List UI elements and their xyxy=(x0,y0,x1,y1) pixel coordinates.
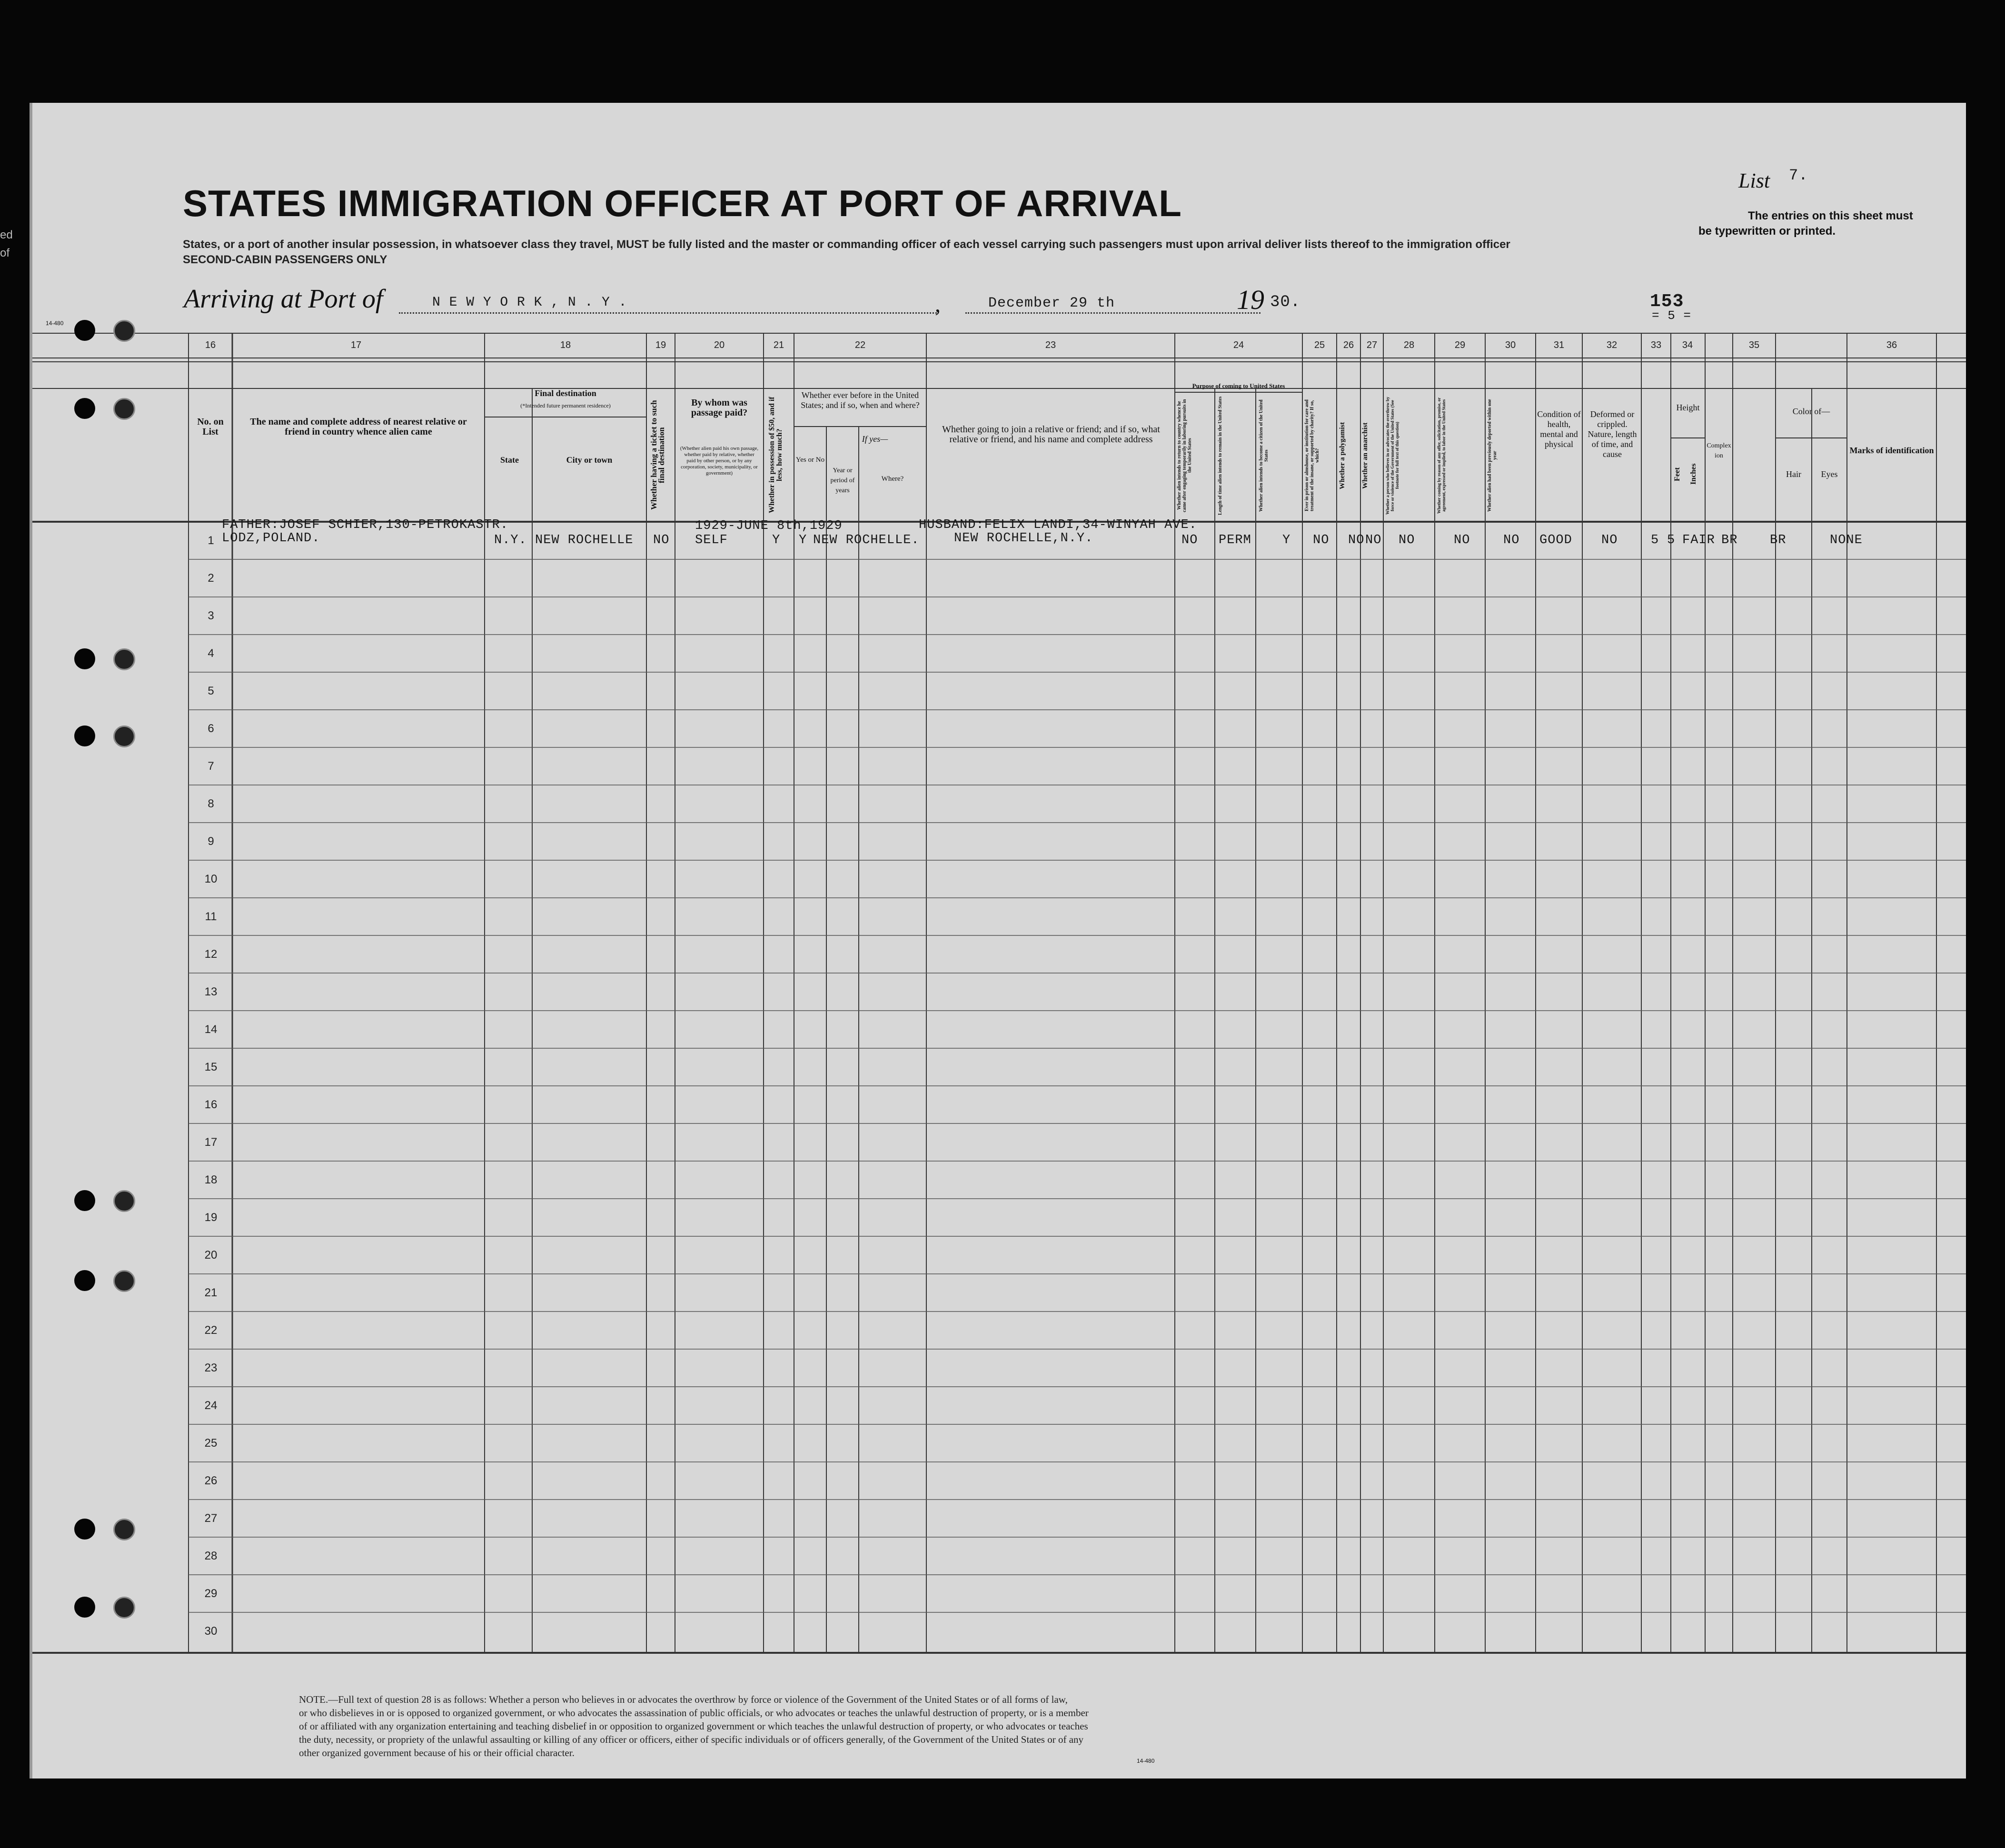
list-label: List xyxy=(1738,169,1770,192)
height-feet: 5 xyxy=(1651,533,1659,547)
row-number: 21 xyxy=(204,1286,218,1299)
purpose-length: PERM xyxy=(1219,533,1251,547)
table-grid xyxy=(32,103,1966,1778)
footnote-line-2: or who disbelieves in or is opposed to organized government, or who advocates the assassination of public officials, or who advocates or teaches the unlawful destruction of property, or is a member xyxy=(299,1707,1089,1719)
footnote-line-5: other organized government because of his or their official character. xyxy=(299,1747,575,1759)
row-number: 30 xyxy=(204,1625,218,1638)
col-18-city: City or town xyxy=(566,455,613,465)
binding-hole-rim xyxy=(113,1597,135,1619)
health-value: GOOD xyxy=(1539,533,1572,547)
row-number: 5 xyxy=(208,685,214,697)
col-33-feet: Feet xyxy=(1673,467,1681,481)
cabin-class: SECOND-CABIN PASSENGERS ONLY xyxy=(183,253,387,266)
binding-hole xyxy=(74,1270,95,1291)
col-24-title: Purpose of coming to United States xyxy=(1192,382,1285,389)
column-number: 29 xyxy=(1454,340,1466,350)
ticket-value: NO xyxy=(653,533,670,547)
typewritten-note-1: The entries on this sheet must xyxy=(1748,209,1913,222)
column-number: 33 xyxy=(1650,340,1662,350)
row-number: 16 xyxy=(204,1098,218,1111)
col-28-header: Whether a person who believes in or advocates the overthrow by force or violence of the Government of the United States (See footnote for full text of this question) xyxy=(1385,397,1400,515)
paid-by: SELF xyxy=(695,533,728,547)
prison-value: NO xyxy=(1313,533,1330,547)
col-22-yesno: Yes or No xyxy=(795,456,825,464)
col-30-header: Whether alien had been previously deported within one year xyxy=(1487,399,1498,512)
form-subtitle: States, or a port of another insular possession, in whatsoever class they travel, MUST be fully listed and the master or commanding officer of each vessel carrying such passengers must upon arrival deliver lists thereof to the immigration officer xyxy=(183,238,1510,251)
row-number: 9 xyxy=(208,835,214,848)
col-20-note: (Whether alien paid his own passage, whether paid by relative, whether paid by other person, or by any corporation, society, municipality, or government) xyxy=(680,446,759,476)
column-number: 19 xyxy=(655,340,666,350)
col-17-header: The name and complete address of nearest relative or friend in country whence alien came xyxy=(250,417,467,437)
form-code-top: 14-480 xyxy=(46,320,64,327)
binding-hole-rim xyxy=(113,1270,135,1292)
column-number: 27 xyxy=(1366,340,1378,350)
anarchist-value: NO xyxy=(1365,533,1382,547)
binding-hole xyxy=(74,725,95,746)
col-29-header: Whether coming by reason of any offer, solicitation, promise, or agreement, expressed or implied, to labor in the United States xyxy=(1437,397,1446,514)
col-23-header: Whether going to join a relative or friend; and if so, what relative or friend, and his name and complete address xyxy=(942,424,1160,445)
column-number: 25 xyxy=(1314,340,1325,350)
marks-value: NONE xyxy=(1830,533,1863,547)
joining-line-2: NEW ROCHELLE,N.Y. xyxy=(954,531,1093,546)
row-number: 18 xyxy=(204,1173,218,1186)
col-25-header: Ever in prison or almshouse, or institution for care and treatment of the insane, or supported by charity? If so, which? xyxy=(1304,399,1320,512)
col-24-citizen: Whether alien intends to become a citizen of the United States xyxy=(1259,399,1269,512)
row-number: 22 xyxy=(204,1324,218,1337)
relative-line-2: LODZ,POLAND. xyxy=(222,531,320,546)
eyes-value: BR xyxy=(1770,533,1787,547)
arriving-label: Arriving at Port of xyxy=(184,284,383,314)
row-number: 19 xyxy=(204,1211,218,1224)
date-dotted-line xyxy=(965,312,1261,314)
row-number: 14 xyxy=(204,1023,218,1036)
binding-hole xyxy=(74,1597,95,1618)
row-number: 24 xyxy=(204,1399,218,1412)
column-number: 20 xyxy=(714,340,725,350)
column-number: 26 xyxy=(1343,340,1354,350)
column-number: 18 xyxy=(560,340,571,350)
col-22-ifyes: If yes— xyxy=(862,434,888,444)
footnote-line-4: the duty, necessity, or propriety of the unlawful assaulting or killing of any officer or officers, either of specific individuals or of officers generally, of the Government of the United States or of any xyxy=(299,1734,1084,1745)
row-number: 29 xyxy=(204,1587,218,1600)
list-number: 7. xyxy=(1789,167,1808,184)
binding-hole xyxy=(74,1519,95,1540)
purpose-citizen: Y xyxy=(1282,533,1291,547)
column-number: 28 xyxy=(1403,340,1415,350)
purpose-return: NO xyxy=(1181,533,1198,547)
col-32-header: Deformed or crippled. Nature, length of time, and cause xyxy=(1588,409,1637,459)
column-number: 24 xyxy=(1233,340,1244,350)
row-number: 23 xyxy=(204,1361,218,1374)
margin-fragment-1: ed xyxy=(0,229,13,241)
col-22-years: Year or period of years xyxy=(830,467,855,494)
form-title: STATES IMMIGRATION OFFICER AT PORT OF ARRIVAL xyxy=(183,182,1182,224)
sheet-number: 153 xyxy=(1650,291,1684,312)
before-yes: Y xyxy=(799,533,807,547)
col-35-hair: Hair xyxy=(1786,469,1801,479)
binding-hole xyxy=(74,1190,95,1211)
column-number: 22 xyxy=(854,340,866,350)
col-20-title: By whom was passage paid? xyxy=(691,397,748,418)
binding-hole xyxy=(74,320,95,341)
col-21-header: Whether in possession of $50, and if less, how much? xyxy=(768,397,784,514)
hair-value: BR xyxy=(1721,533,1738,547)
deported-value: NO xyxy=(1503,533,1520,547)
col-31-header: Condition of health, mental and physical xyxy=(1537,409,1581,449)
row-number: 3 xyxy=(208,609,214,622)
before-where: NEW ROCHELLE. xyxy=(813,533,920,547)
sheet-sub: = 5 = xyxy=(1652,308,1692,323)
binding-hole-rim xyxy=(113,725,135,747)
column-number: 31 xyxy=(1553,340,1565,350)
row-number: 2 xyxy=(208,572,214,585)
col-18-state: State xyxy=(500,455,519,465)
year-prefix: 19 xyxy=(1237,284,1264,315)
column-number: 36 xyxy=(1886,340,1897,350)
col-27-header: Whether an anarchist xyxy=(1361,422,1369,489)
row-number: 11 xyxy=(205,910,217,923)
margin-fragment-2: of xyxy=(0,247,10,259)
comma: , xyxy=(935,292,941,317)
binding-hole-rim xyxy=(113,1519,135,1540)
binding-hole-rim xyxy=(113,648,135,670)
col-24-length: Length of time alien intends to remain in the United States xyxy=(1218,396,1223,515)
col-35-title: Color of— xyxy=(1792,407,1830,416)
polygamist-value: NO xyxy=(1348,533,1365,547)
row-number: 6 xyxy=(208,722,214,735)
col-34-header: Complexion xyxy=(1707,442,1731,459)
relative-line-1: FATHER:JOSEF SCHIER,130-PETROKASTR. xyxy=(222,518,509,532)
form-code-bottom: 14-480 xyxy=(1137,1758,1155,1764)
col-18-title: Final destination xyxy=(535,388,596,398)
col-35-eyes: Eyes xyxy=(1821,469,1838,479)
row-number: 12 xyxy=(204,948,218,961)
column-number: 23 xyxy=(1045,340,1056,350)
column-number: 34 xyxy=(1682,340,1693,350)
row-number: 1 xyxy=(208,534,214,547)
row-number: 7 xyxy=(208,760,214,773)
money-value: Y xyxy=(772,533,781,547)
column-number: 21 xyxy=(773,340,784,350)
column-number: 16 xyxy=(205,340,216,350)
row-number: 4 xyxy=(208,647,214,660)
dest-city: NEW ROCHELLE xyxy=(535,533,634,547)
typewritten-note-2: be typewritten or printed. xyxy=(1698,225,1836,238)
row-number: 27 xyxy=(204,1512,218,1525)
column-number: 35 xyxy=(1748,340,1760,350)
date-value: December 29 th xyxy=(988,295,1115,311)
overthrow-value: NO xyxy=(1399,533,1415,547)
row-number: 17 xyxy=(204,1136,218,1149)
row-number: 10 xyxy=(204,873,218,885)
col-36-header: Marks of identification xyxy=(1849,446,1934,455)
col-16-header: No. on List xyxy=(197,417,224,437)
joining-line-1: HUSBAND:FELIX LANDI,34-WINYAH AVE. xyxy=(919,518,1197,532)
col-26-header: Whether a polygamist xyxy=(1339,422,1346,489)
row-number: 25 xyxy=(204,1437,218,1450)
deformed-value: NO xyxy=(1601,533,1618,547)
row-number: 26 xyxy=(204,1474,218,1487)
binding-hole-rim xyxy=(113,1190,135,1212)
footnote-line-3: of or affiliated with any organization entertaining and teaching disbelief in or opposition to organized government or which teaches the unlawful destruction of property, or who advocates or teaches xyxy=(299,1720,1088,1732)
col-24-return: Whether alien intends to return to country whence he came after engaging temporarily in laboring pursuits in the United States xyxy=(1177,399,1192,512)
col-22-title: Whether ever before in the United States; and if so, when and where? xyxy=(801,390,920,410)
col-22-where: Where? xyxy=(881,475,904,483)
binding-hole-rim xyxy=(113,320,135,342)
row-number: 13 xyxy=(204,985,218,998)
year-suffix: 30. xyxy=(1270,293,1301,311)
binding-hole xyxy=(74,398,95,419)
row-number: 20 xyxy=(204,1249,218,1262)
footnote xyxy=(299,1693,1089,1759)
footnote-line-1: NOTE.—Full text of question 28 is as follows: Whether a person who believes in or advocates the overthrow by force or violence of the Government of the United States or of all forms of law, xyxy=(299,1694,1068,1705)
row-number: 28 xyxy=(204,1550,218,1562)
column-number: 32 xyxy=(1606,340,1618,350)
column-number: 17 xyxy=(350,340,362,350)
col-18-note: (*Intended future permanent residence) xyxy=(520,402,611,409)
before-years: 1929-JUNE 8th,1929 xyxy=(695,519,843,533)
binding-hole xyxy=(74,648,95,669)
column-number: 30 xyxy=(1505,340,1516,350)
row-number: 8 xyxy=(208,797,214,810)
complexion-value: FAIR xyxy=(1682,533,1715,547)
col-33-title: Height xyxy=(1676,403,1700,412)
dest-state: N.Y. xyxy=(494,533,527,547)
row-number: 15 xyxy=(204,1061,218,1073)
manifest-sheet xyxy=(30,103,1966,1778)
height-inches: 5 xyxy=(1667,533,1676,547)
offer-value: NO xyxy=(1454,533,1470,547)
port-value: N E W Y O R K , N . Y . xyxy=(432,295,627,310)
col-33-inches: Inches xyxy=(1689,463,1697,485)
port-dotted-line xyxy=(399,312,937,314)
col-19-header: Whether having a ticket to such final destination xyxy=(649,400,666,510)
binding-hole-rim xyxy=(113,398,135,420)
